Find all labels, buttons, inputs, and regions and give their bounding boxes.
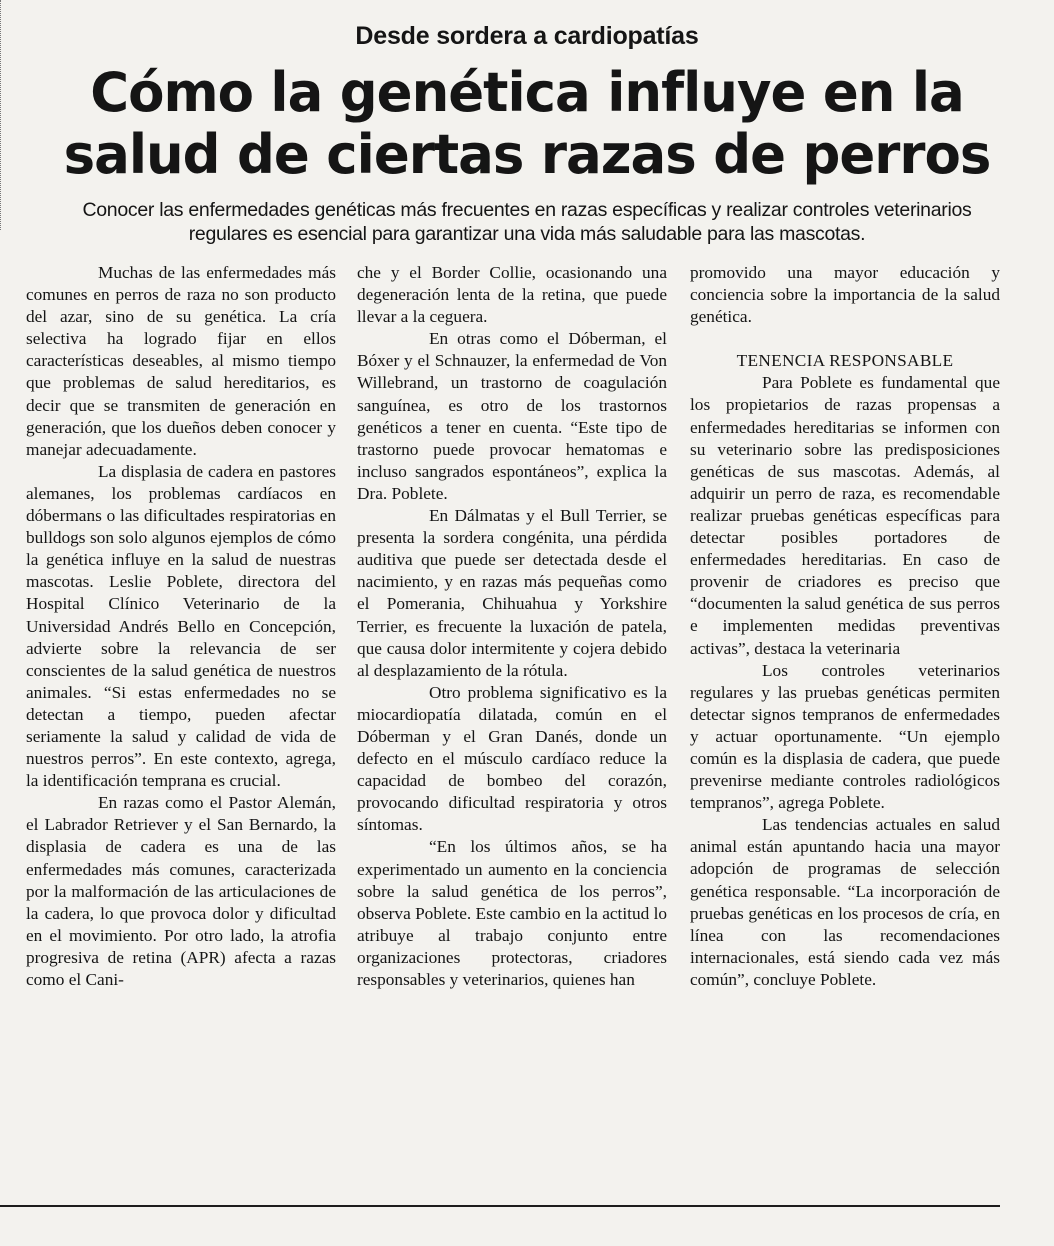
section-heading: TENENCIA RESPONSABLE	[736, 351, 954, 371]
paragraph: Otro problema significativo es la miocardiopatía dilatada, común en el Dóberman y el Gran Danés, donde un defecto en el músculo cardíaco reduce la capacidad de bombeo del corazón, provocando dificultad respiratoria y otros síntomas.	[357, 682, 667, 835]
article-column-2	[357, 262, 667, 991]
paragraph: “En los últimos años, se ha experimentado un aumento en la conciencia sobre la salud genética de los perros”, observa Poblete. Este cambio en la actitud lo atribuye al trabajo conjunto entre organizaciones protectoras, criadores responsables y veterinarios, quienes han	[357, 837, 668, 989]
paragraph: En otras como el Dóberman, el Bóxer y el Schnauzer, la enfermedad de Von Willebrand, un trastorno de coagulación sanguínea, es otro de los trastornos genéticos a tener en cuenta. “Este tipo de trastorno puede provocar hematomas e incluso sangrados espontáneos”, explica la Dra. Poblete.	[357, 329, 667, 503]
article-column-3	[690, 262, 1000, 991]
bottom-rule	[0, 1205, 1000, 1207]
article-subhead: Conocer las enfermedades genéticas más frecuentes en razas específicas y realizar controles veterinarios regulares es esencial para garantizar una vida más saludable para las mascotas.	[82, 199, 972, 245]
paragraph: Las tendencias actuales en salud animal están apuntando hacia una mayor adopción de programas de selección genética responsable. “La incorporación de pruebas genéticas en los procesos de cría, en línea con las recomendaciones internacionales, está siendo cada vez más común”, concluye Poblete.	[690, 815, 1000, 989]
article-column-1	[26, 262, 336, 991]
paragraph: La displasia de cadera en pastores alemanes, los problemas cardíacos en dóbermans o las dificultades respiratorias en bulldogs son solo algunos ejemplos de cómo la genética influye en la salud de nuestras mascotas. Leslie Poblete, directora del Hospital Clínico Veterinario de la Universidad Andrés Bello en Concepción, advierte sobre la relevancia de ser conscientes de la salud genética de nuestros animales. “Si estas enfermedades no se detectan a tiempo, pueden afectar seriamente la salud y calidad de vida de nuestros perros”. En este contexto, agrega, la identificación temprana es crucial.	[26, 461, 336, 791]
paragraph: Los controles veterinarios regulares y las pruebas genéticas permiten detectar signos tempranos de enfermedades y actuar oportunamente. “Un ejemplo común es la displasia de cadera, que puede prevenirse mediante controles radiológicos tempranos”, agrega Poblete.	[690, 660, 1000, 813]
paragraph: promovido una mayor educación y conciencia sobre la importancia de la salud genética.	[690, 263, 1000, 327]
paragraph: che y el Border Collie, ocasionando una degeneración lenta de la retina, que puede llevar a la ceguera.	[357, 263, 667, 327]
article-kicker: Desde sordera a cardiopatías	[355, 22, 699, 50]
paragraph: Para Poblete es fundamental que los propietarios de razas propensas a enfermedades hereditarias se informen con su veterinario sobre las predisposiciones genéticas de sus mascotas. Además, al adquirir un perro de raza, es recomendable realizar pruebas genéticas específicas para detectar posibles portadores de enfermedades hereditarias. En caso de provenir de criadores es preciso que “documenten la salud genética de sus perros e implementen medidas preventivas activas”, destaca la veterinaria	[690, 373, 1000, 658]
headline-line-1: Cómo la genética influye en la	[90, 61, 964, 124]
paragraph: En razas como el Pastor Alemán, el Labrador Retriever y el San Bernardo, la displasia de cadera es una de las enfermedades más comunes, caracterizada por la malformación de las articulaciones de la cadera, lo que provoca dolor y dificultad en el movimiento. Por otro lado, la atrofia progresiva de retina (APR) afecta a razas como el Cani-	[26, 793, 336, 989]
headline-line-2: salud de ciertas razas de perros	[63, 123, 991, 186]
paragraph: Muchas de las enfermedades más comunes en perros de raza no son producto del azar, sino de su genética. La cría selectiva ha logrado fijar en ellos características deseables, al mismo tiempo que problemas de salud hereditarios, es decir que se transmiten de generación en generación, que los dueños deben conocer y manejar adecuadamente.	[26, 263, 336, 459]
paragraph: En Dálmatas y el Bull Terrier, se presenta la sordera congénita, una pérdida auditiva que puede ser detectada desde el nacimiento, y en razas más pequeñas como el Pomerania, Chihuahua y Yorkshire Terrier, es frecuente la luxación de patela, que causa dolor intermitente y cojera debido al desplazamiento de la rótula.	[357, 506, 667, 680]
article-headline	[11, 62, 1044, 186]
